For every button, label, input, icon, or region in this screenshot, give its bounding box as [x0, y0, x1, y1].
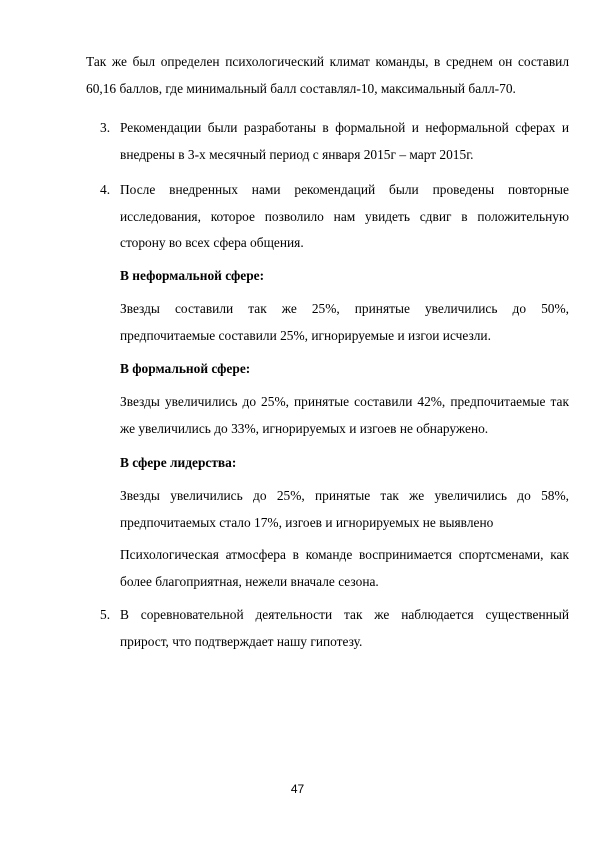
section-heading: В неформальной сфере: — [120, 268, 265, 283]
list-item-text: Рекомендации были разработаны в формальной и неформальной сферах и внедрены в 3-х месячный период с января 2015г – март 2015г. — [120, 120, 569, 162]
list-item-text: После внедренных нами рекомендаций были проведены повторные исследования, которое позволило нам увидеть сдвиг в положительную сторону во всех сфера общения. — [120, 182, 569, 250]
section-heading: В формальной сфере: — [120, 361, 251, 376]
section-heading: В сфере лидерства: — [120, 455, 237, 470]
list-item-number: 3. — [100, 120, 111, 135]
section-text: Звезды составили так же 25%, принятые увеличились до 50%, предпочитаемые составили 25%, игнорируемые и изгои исчезли. — [120, 301, 569, 343]
intro-paragraph: Так же был определен психологический климат команды, в среднем он составил 60,16 баллов, где минимальный балл составлял-10, максимальный балл-70. — [86, 54, 569, 96]
list-item-text: В соревновательной деятельности так же наблюдается существенный прирост, что подтверждает нашу гипотезу. — [120, 607, 569, 649]
list-item — [100, 177, 569, 257]
closing-paragraph: Психологическая атмосфера в команде воспринимается спортсменами, как более благоприятная, нежели вначале сезона. — [120, 547, 569, 589]
list-item — [100, 602, 569, 655]
list-item — [100, 115, 569, 168]
section-text: Звезды увеличились до 25%, принятые так же увеличились до 58%, предпочитаемых стало 17%, изгоев и игнорируемых не выявлено — [120, 488, 569, 530]
section-text: Звезды увеличились до 25%, принятые составили 42%, предпочитаемые так же увеличились до 33%, игнорируемых и изгоев не обнаружено. — [120, 394, 569, 436]
page-number: 47 — [290, 782, 305, 796]
list-item-number: 4. — [100, 182, 111, 197]
list-item-number: 5. — [100, 607, 111, 622]
